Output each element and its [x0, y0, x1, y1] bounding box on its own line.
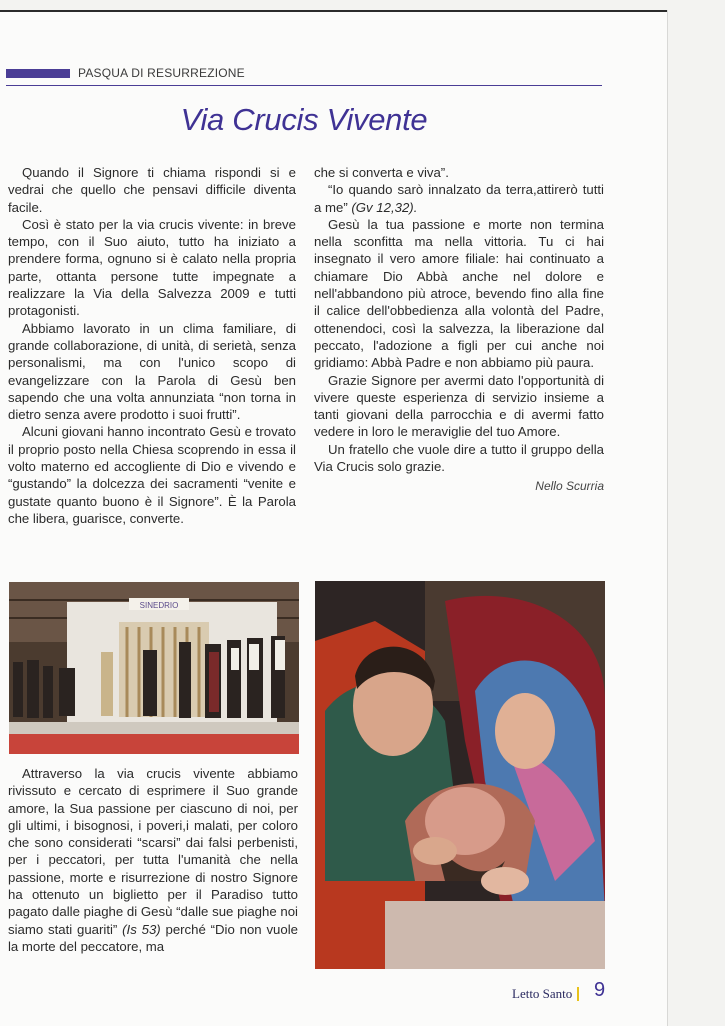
article-column-left — [8, 164, 296, 527]
paragraph-text: Attraverso la via crucis vivente abbiamo rivissuto e cercato di esprimere il Suo grande amore, la Sua passione per ciascuno di noi, per gli ultimi, i bisognosi, i poveri,i malati, per coloro che sono considerati “scarsi” dai falsi perbenisti, per i peccatori, per tutta l'umanità che nella passione, morte e risurrezione di nostro Signore ha ottenuto un biglietto per il Paradiso tutto pagato dalle piaghe di Gesù “dalle sue piaghe noi siamo stati guariti” — [8, 766, 298, 937]
scripture-reference: (Is 53) — [122, 921, 161, 937]
paragraph — [314, 181, 604, 216]
section-label: PASQUA DI RESURREZIONE — [78, 66, 245, 80]
paragraph: Quando il Signore ti chiama rispondi si e vedrai che quello che pensavi difficile diventa facile. — [8, 165, 296, 215]
page-number: 9 — [594, 979, 606, 1001]
scripture-reference: (Gv 12,32). — [351, 199, 418, 215]
quote-text: “Io quando sarò innalzato da terra,attirerò tutti a me” — [314, 182, 604, 215]
stage-scene-illustration — [9, 582, 299, 754]
stage-sign: SINEDRIO — [139, 601, 179, 610]
paragraph: Alcuni giovani hanno incontrato Gesù e trovato il proprio posto nella Chiesa scoprendo in essa il volto materno ed accogliente di Dio e vivendo e “gustando” la dolcezza dei sacramenti “venite e gustate quanto buono è il Signore”. È la Parola che libera, guarisce, converte. — [8, 424, 296, 526]
paragraph — [8, 765, 298, 955]
paragraph: Abbiamo lavorato in un clima familiare, di grande collaborazione, di unità, di serietà, senza personalismi, ma con l'unico scopo di evangelizzare con la Parola di Gesù ben sapendo che una volta annunziata “non torna in dietro senza avere prodotto i suoi frutti”. — [8, 320, 296, 423]
publication-name: Letto Santo — [512, 986, 573, 1001]
footer-separator — [577, 987, 579, 1001]
deposition-scene-illustration — [315, 581, 605, 969]
paragraph: Gesù la tua passione e morte non termina nella sconfitta ma nella vittoria. Tu ci hai insegnato il vero amore filiale: hai continuato a chiamare Dio Abbà anche nel dolore e nell'abbandono più atroce, bevendo fino alla fine il calice dell'obbedienza alla volontà del Padre, ottenendoci, così la salvezza, la liberazione dal peccato, l'adozione a figli per cui anche noi gridiamo: Abbà Padre e non abbiamo più paura. — [314, 216, 604, 371]
deposition-scene-photo — [315, 581, 605, 969]
paragraph: Un fratello che vuole dire a tutto il gruppo della Via Crucis solo grazie. — [314, 441, 604, 475]
stage-scene-photo — [9, 582, 299, 754]
article-column-bottom — [8, 765, 298, 955]
article-column-right — [314, 164, 604, 496]
header-rule — [6, 85, 602, 86]
paragraph-text: perché “Dio non vuole la morte del peccatore, ma — [8, 921, 298, 954]
article-title: Via Crucis Vivente — [180, 102, 428, 137]
paragraph: Grazie Signore per avermi dato l'opportunità di vivere queste esperienza di servizio insieme a tanti giovani della parrocchia e di avermi fatto vedere in loro le meraviglie del tuo Amore. — [314, 372, 604, 440]
section-marker — [6, 69, 70, 78]
paragraph: Così è stato per la via crucis vivente: in breve tempo, con il Suo aiuto, tutto ha iniziato a prendere forma, ognuno si è calato nella propria parte, ottanta persone tutte impegnate a realizzare la Via della Salvezza 2009 e tutti protagonisti. — [8, 216, 296, 319]
author-signature: Nello Scurria — [535, 479, 604, 494]
paragraph: che si converta e viva”. — [314, 165, 449, 180]
